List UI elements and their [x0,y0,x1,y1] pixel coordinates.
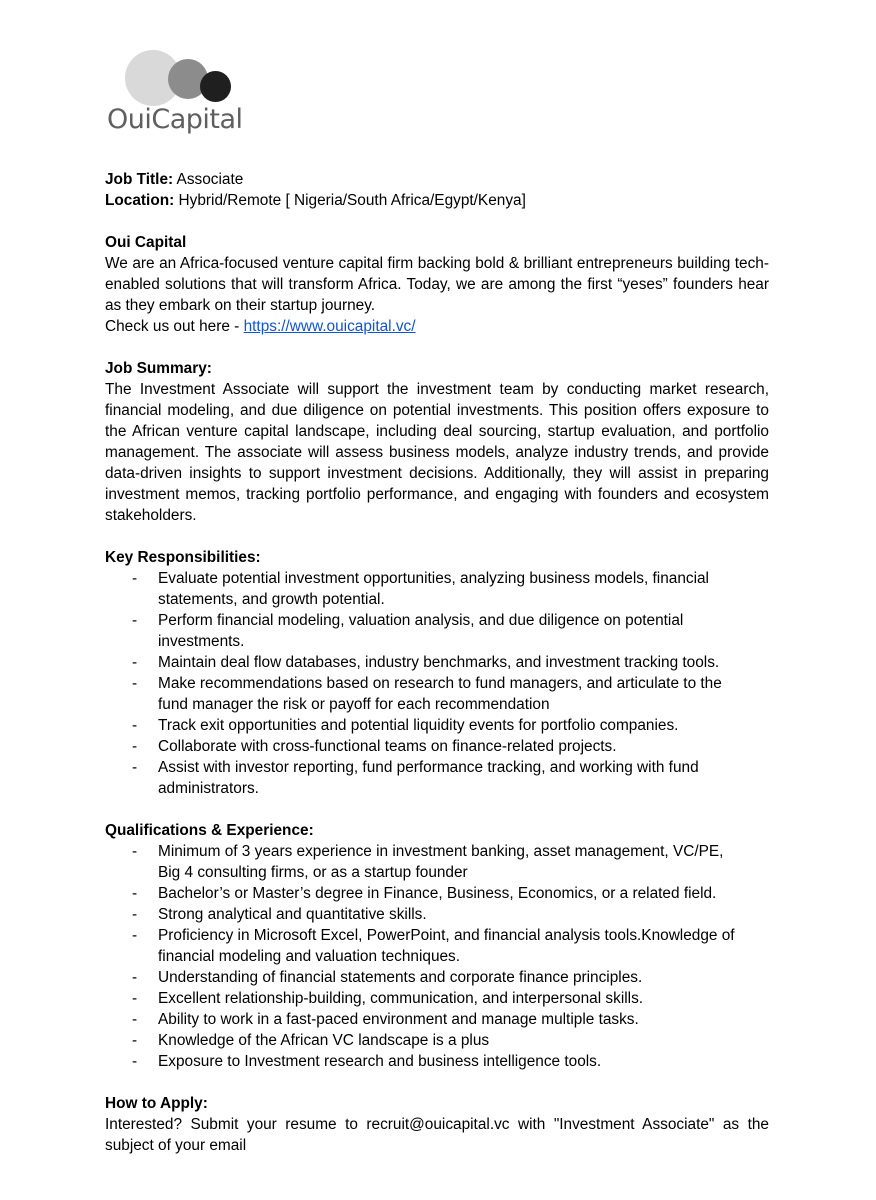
list-item: - Excellent relationship-building, communication, and interpersonal skills. [132,990,644,1007]
dash-bullet: - [132,969,138,986]
job-posting [105,169,769,1156]
logo-wordmark: OuiCapital [107,104,243,135]
company-link-line [105,316,769,337]
list-item: - Strong analytical and quantitative skills. [132,906,427,923]
list-item: - Evaluate potential investment opportunities, analyzing business models, financial statements, and growth potential. [132,570,709,608]
list-item: - Minimum of 3 years experience in investment banking, asset management, VC/PE, Big 4 consulting firms, or as a startup founder [132,843,724,881]
job-summary-text: The Investment Associate will support the investment team by conducting market research, financial modeling, and due diligence on potential investments. This position offers exposure to the African venture capital landscape, including deal sourcing, startup evaluation, and portfolio management. The associate will assess business models, analyze industry trends, and provide data-driven insights to support investment decisions. Additionally, they will assist in preparing investment memos, tracking portfolio performance, and engaging with founders and ecosystem stakeholders. [105,381,769,524]
responsibilities-list [105,568,769,799]
job-summary-heading: Job Summary: [105,360,212,377]
job-title-line [105,169,769,190]
location-line [105,190,769,211]
dash-bullet: - [132,570,138,587]
list-item: - Understanding of financial statements and corporate finance principles. [132,969,643,986]
qualifications-list [105,841,769,1072]
qualifications-heading: Qualifications & Experience: [105,822,314,839]
dash-bullet: - [132,990,138,1007]
location-label: Location: [105,192,175,209]
list-item: - Ability to work in a fast-paced environment and manage multiple tasks. [132,1011,639,1028]
job-title-value: Associate [173,171,244,188]
dash-bullet: - [132,885,138,902]
dash-bullet: - [132,1053,138,1070]
list-item: - Track exit opportunities and potential liquidity events for portfolio companies. [132,717,679,734]
list-item: - Bachelor’s or Master’s degree in Finance, Business, Economics, or a related field. [132,885,717,902]
job-title-label: Job Title: [105,171,174,188]
dash-bullet: - [132,759,138,776]
dash-bullet: - [132,1032,138,1049]
dash-bullet: - [132,654,138,671]
logo-circle-dark [200,71,231,102]
company-description: We are an Africa-focused venture capital firm backing bold & brilliant entrepreneurs building tech-enabled solutions that will transform Africa. Today, we are among the first “yeses” founders hear as they embark on their startup journey. [105,255,769,314]
company-logo [107,48,257,143]
location-value: Hybrid/Remote [ Nigeria/South Africa/Egypt/Kenya] [174,192,526,209]
list-item: - Collaborate with cross-functional teams on finance-related projects. [132,738,617,755]
dash-bullet: - [132,612,138,629]
how-to-apply-heading: How to Apply: [105,1095,208,1112]
list-item: - Knowledge of the African VC landscape is a plus [132,1032,490,1049]
list-item: - Perform financial modeling, valuation analysis, and due diligence on potential investments. [132,612,684,650]
how-to-apply-text: Interested? Submit your resume to recruit@ouicapital.vc with "Investment Associate" as the subject of your email [105,1116,769,1154]
company-heading: Oui Capital [105,234,187,251]
dash-bullet: - [132,927,138,944]
list-item: - Exposure to Investment research and business intelligence tools. [132,1053,602,1070]
list-item: - Maintain deal flow databases, industry benchmarks, and investment tracking tools. [132,654,720,671]
company-website-link[interactable]: https://www.ouicapital.vc/ [243,318,416,335]
dash-bullet: - [132,675,138,692]
company-link-prefix: Check us out here - [105,318,244,335]
logo-circles [125,48,235,108]
dash-bullet: - [132,717,138,734]
responsibilities-heading: Key Responsibilities: [105,549,261,566]
list-item: - Proficiency in Microsoft Excel, PowerPoint, and financial analysis tools.Knowledge of financial modeling and valuation techniques. [132,927,735,965]
dash-bullet: - [132,1011,138,1028]
dash-bullet: - [132,906,138,923]
dash-bullet: - [132,843,138,860]
list-item: - Make recommendations based on research to fund managers, and articulate to the fund manager the risk or payoff for each recommendation [132,675,722,713]
list-item: - Assist with investor reporting, fund performance tracking, and working with fund administrators. [132,759,699,797]
dash-bullet: - [132,738,138,755]
